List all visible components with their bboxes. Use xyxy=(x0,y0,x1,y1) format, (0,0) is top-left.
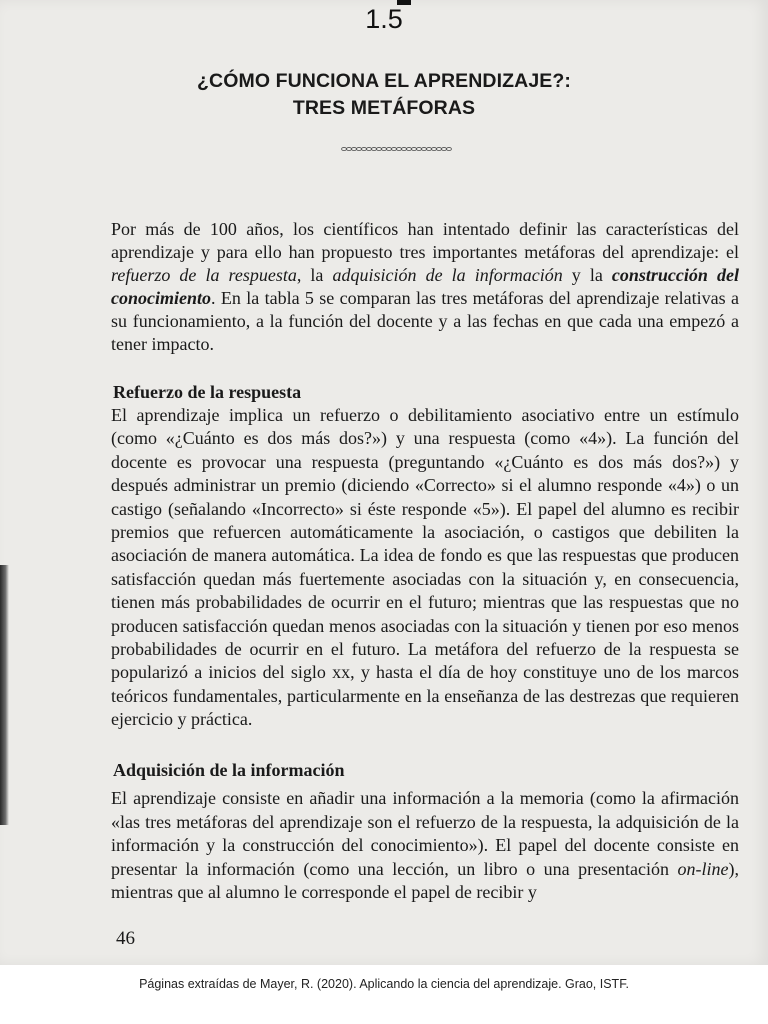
metaphor-1: refuerzo de la respuesta xyxy=(111,265,297,285)
heading-adquisicion: Adquisición de la información xyxy=(113,760,345,780)
paragraph-adquisicion: El aprendizaje consiste en añadir una información a la memoria (como la afirmación «las tres metáforas del aprendizaje son el refuerzo de la respuesta, la adquisición de la información y la construcción del conocimiento»). El papel del docente consiste en presentar la información (como una lección, un libro o una presentación on-line), mientras que al alumno le corresponde el papel de recibir y xyxy=(111,788,739,903)
source-caption: Páginas extraídas de Mayer, R. (2020). Aplicando la ciencia del aprendizaje. Grao, ISTF. xyxy=(139,977,629,991)
page-edge-shadow xyxy=(0,565,9,825)
heading-refuerzo: Refuerzo de la respuesta xyxy=(113,382,302,402)
metaphor-3: construcción del conocimiento xyxy=(111,265,739,308)
paragraph-refuerzo: El aprendizaje implica un refuerzo o debilitamiento asociativo entre un estímulo (como «¿Cuánto es dos más dos?») y una respuesta (como «4»). La función del docente es provocar una respuesta (preguntando «¿Cuánto es dos más dos?») y después administrar un premio (diciendo «Correcto» si el alumno responde «4») o un castigo (señalando «Incorrecto» si éste responde «5»). El papel del alumno es recibir premios que refuercen automáticamente la asociación, o castigos que debiliten la asociación de manera automática. La idea de fondo es que las respuestas que producen satisfacción quedan más fuertemente asociadas con la situación y, en consecuencia, tienen más probabilidades de ocurrir en el futuro; mientras que las respuestas que no producen satisfacción quedan menos asociadas con la situación y tienen por eso menos probabilidades de ocurrir en el futuro. La metáfora del refuerzo de la respuesta se popularizó a inicios del siglo xx, y hasta el día de hoy constituye uno de los marcos teóricos fundamentales, particularmente en la enseñanza de las destrezas que requieren ejercicio y práctica. xyxy=(111,405,739,730)
title-line-2: TRES METÁFORAS xyxy=(292,97,476,119)
title-line-1: ¿CÓMO FUNCIONA EL APRENDIZAJE?: xyxy=(197,70,571,92)
chapter-title xyxy=(0,68,768,122)
ornament-divider xyxy=(340,144,452,154)
online-term: on-line xyxy=(677,858,729,879)
intro-paragraph: Por más de 100 años, los científicos han intentado definir las características del aprendizaje y para ello han propuesto tres importantes metáforas del aprendizaje: el refuerzo de la respuesta, la adquisición de la información y la construcción del conocimiento. En la tabla 5 se comparan las tres metáforas del aprendizaje relativas a su funcionamiento, a la función del docente y a las fechas en que cada una empezó a tener impacto. xyxy=(111,219,739,354)
page-number: 46 xyxy=(116,928,135,949)
metaphor-2: adquisición de la información xyxy=(332,265,563,285)
section-number: 1.5 xyxy=(365,4,403,34)
